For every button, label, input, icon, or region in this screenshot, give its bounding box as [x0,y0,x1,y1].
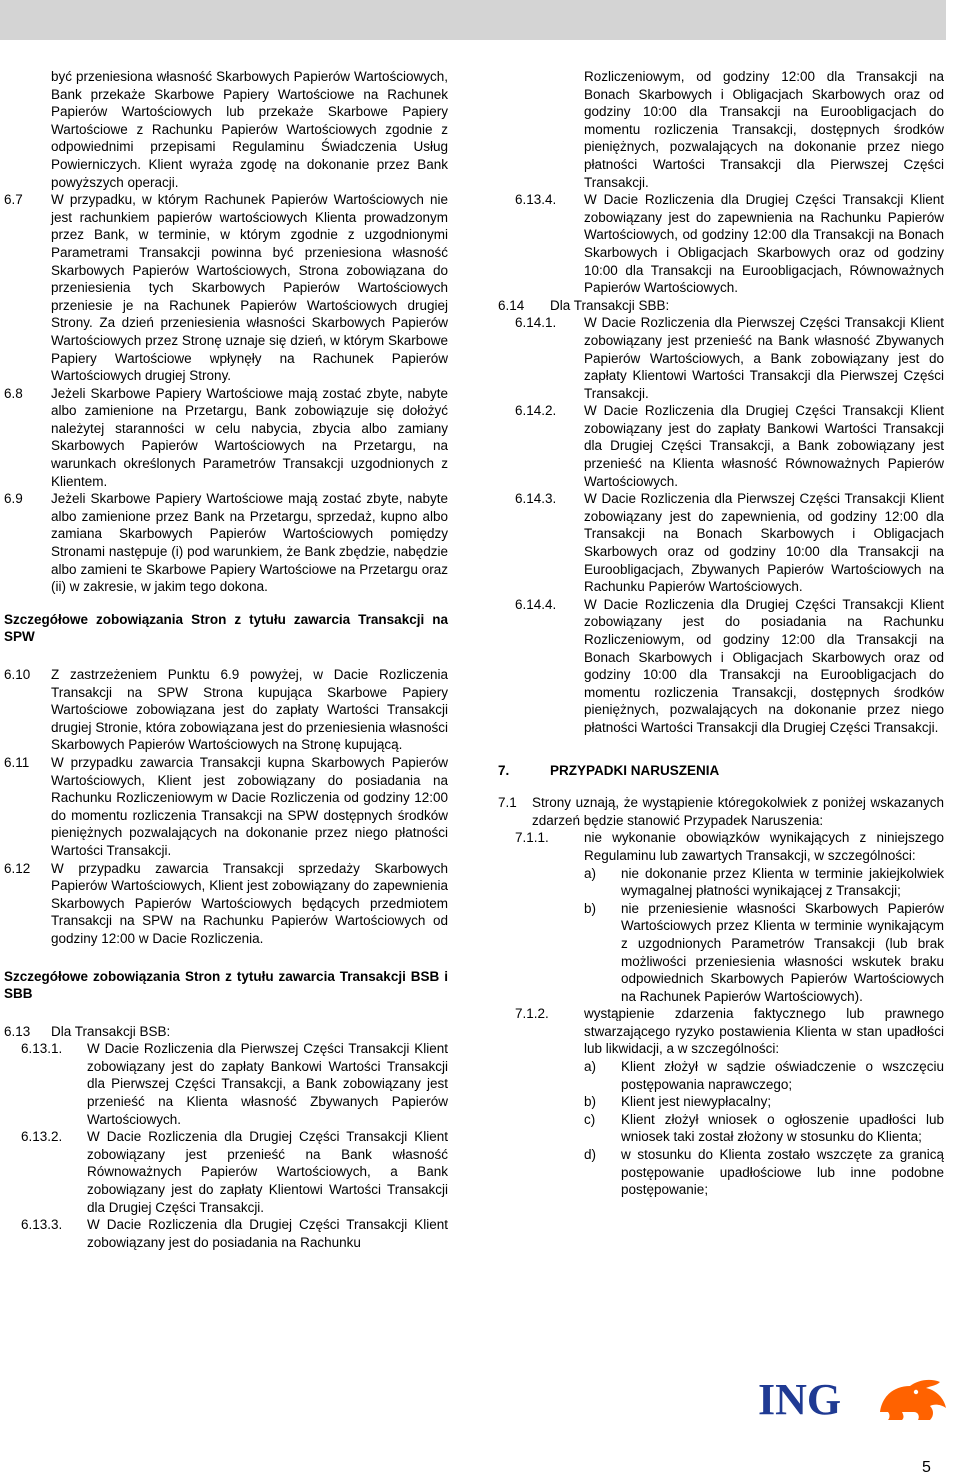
section-6-13-2 [4,1128,448,1216]
section-7-1-2 [498,1005,944,1058]
list-text: nie przeniesienie własności Skarbowych Papierów Wartościowych przez Klienta w terminie wynikającym z uzgodnionych Parametrów Transakcji (lub brak możliwości przeniesienia własności wskutek braku odpowiednich Skarbowych Papierów Wartościowych na Rachunek Papierów Wartościowych). [621,900,944,1004]
section-number: 6.14.4. [515,596,557,612]
section-6-13-3 [4,1216,448,1251]
section-6-8 [4,385,448,491]
section-number: 7.1 [498,795,517,811]
section-7-1-2-list [584,1058,944,1199]
section-text: W przypadku zawarcia Transakcji kupna Skarbowych Papierów Wartościowych, Klient jest zobowiązany do posiadania na Rachunku Rozliczeniowym w Dacie Rozliczenia od godziny 12:00 do momentu rozliczenia Transakcji na SPW dostępnych środków pieniężnych pozwalających na dokonanie przez niego płatności Wartości Transakcji. [51,754,448,858]
section-number: 7. [498,762,510,778]
section-number: 6.7 [4,192,23,208]
section-text: W Dacie Rozliczenia dla Drugiej Części Transakcji Klient zobowiązany jest do posiadania na Rachunku Rozliczeniowym, od godziny 12:00 dla Transakcji na Bonach Skarbowych i Obligacjach Skarbowych oraz od godziny 10:00 dla Transakcji na Euroobligacjach do momentu rozliczenia Transakcji, dostępnych środków pieniężnych, pozwalających na dokonanie przez niego płatności Wartości Transakcji dla Drugiej Części Transakcji. [584,596,944,735]
list-item [584,1058,944,1093]
list-text: Klient jest niewypłacalny; [621,1094,772,1110]
section-6-14-4 [498,596,944,737]
section-text: W przypadku, w którym Rachunek Papierów Wartościowych nie jest rachunkiem papierów wartościowych Klienta prowadzonym przez Bank, w terminie, w którym zgodnie z uzgodnionymi Parametrami Transakcji powinna być przeniesiona własność Skarbowych Papierów Wartościowych, Strona zobowiązana do przeniesienia tych Skarbowych Papierów Wartościowych przeniesie je na Rachunek Papierów Wartościowych drugiej Strony. Za dzień przeniesienia własności Skarbowych Papierów Wartościowych przez Stronę uznaje się dzień, w którym Skarbowe Papiery Wartościowe wpłynęły na Rachunek Papierów Wartościowych drugiej Strony. [51,192,448,384]
list-text: Klient złożył wniosek o ogłoszenie upadłości lub wniosek taki został złożony w stosunku do Klienta; [621,1111,944,1145]
left-column [4,68,448,1251]
section-number: 6.14 [498,297,525,313]
section-text: W Dacie Rozliczenia dla Pierwszej Części Transakcji Klient zobowiązany jest do zapewnienia, od godziny 12:00 dla Transakcji na Bonach Skarbowych i Obligacjach Skarbowych oraz od godziny 10:00 dla Transakcji na Euroobligacjach, Zbywanych Papierów Wartościowych na Rachunku Papierów Wartościowych. [584,491,944,595]
section-number: 6.14.1. [515,315,557,331]
section-text: Strony uznają, że wystąpienie któregokolwiek z poniżej wskazanych zdarzeń będzie stanowić Przypadek Naruszenia: [532,795,944,828]
section-text: Dla Transakcji BSB: [51,1023,171,1039]
ing-logo-text: ING [758,1375,842,1424]
section-number: 6.14.3. [515,491,557,507]
section-text: wystąpienie zdarzenia faktycznego lub prawnego stwarzającego ryzyko postawienia Klienta w stan upadłości lub likwidacji, a w szczególności: [584,1006,944,1057]
section-6-13 [4,1023,448,1041]
heading-spw: Szczegółowe zobowiązania Stron z tytułu zawarcia Transakcji na SPW [4,611,448,645]
list-marker: b) [584,900,597,916]
section-number: 7.1.1. [515,830,549,846]
section-6-10 [4,666,448,754]
section-number: 6.13 [4,1023,31,1039]
section-number: 6.14.2. [515,403,557,419]
section-6-14 [498,297,944,315]
section-number: 6.10 [4,667,31,682]
list-item [584,1146,944,1199]
section-6-11 [4,754,448,860]
lion-icon [880,1380,946,1420]
section-number: 6.13.4. [515,192,557,208]
section-text: Jeżeli Skarbowe Papiery Wartościowe mają zostać zbyte, nabyte albo zamienione przez Bank na Przetargu, sprzedaż, kupno albo zamiana Skarbowych Papierów Wartościowych pomiędzy Stronami następuje (i) pod warunkiem, że Bank zbędzie, nabędzie albo zamieni te Skarbowe Papiery Wartościowe na Przetargu oraz (ii) w zakresie, w jakim tego dokona. [51,491,448,595]
section-number: 6.11 [4,754,30,770]
section-7-1-1 [498,829,944,864]
list-item [584,1093,944,1111]
list-marker: a) [584,865,597,881]
section-6-6-continued [4,68,448,191]
section-title: PRZYPADKI NARUSZENIA [550,762,720,778]
section-text: nie wykonanie obowiązków wynikających z niniejszego Regulaminu lub zawartych Transakcji, w szczególności: [584,830,944,863]
list-text: Klient złożył w sądzie oświadczenie o wszczęciu postępowania naprawczego; [621,1059,944,1092]
section-7-1 [498,794,944,829]
list-marker: b) [584,1094,597,1110]
section-text: W Dacie Rozliczenia dla Drugiej Części Transakcji Klient zobowiązany jest do posiadania na Rachunku [87,1217,448,1250]
section-number: 6.13.2. [21,1129,63,1145]
list-marker: c) [584,1111,596,1127]
section-6-13-3-continued [498,68,944,191]
list-text: w stosunku do Klienta zostało wszczęte za granicą postępowanie upadłościowe lub inne podobne postępowanie; [621,1147,944,1198]
section-number: 6.13.1. [21,1041,63,1057]
list-item [584,900,944,1006]
section-text: W Dacie Rozliczenia dla Drugiej Części Transakcji Klient zobowiązany jest do zapewnienia na Rachunku Papierów Wartościowych, od godziny 12:00 dla Transakcji na Bonach Skarbowych i Obligacjach Skarbowych oraz od godziny 10:00 dla Transakcji na Euroobligacjach, Równoważnych Papierów Wartościowych. [584,192,944,296]
section-text: Rozliczeniowym, od godziny 12:00 dla Transakcji na Bonach Skarbowych i Obligacjach Skarbowych oraz od godziny 10:00 dla Transakcji na Euroobligacjach do momentu rozliczenia Transakcji, dostępnych środków pieniężnych, pozwalających na dokonanie przez niego płatności Wartości Transakcji dla Pierwszej Części Transakcji. [584,69,944,190]
section-text: W Dacie Rozliczenia dla Pierwszej Części Transakcji Klient zobowiązany jest do zapłaty Bankowi Wartości Transakcji dla Pierwszej Części Transakcji, a Bank zobowiązany jest przenieść na Klienta własność Zbywanych Papierów Wartościowych. [87,1041,448,1127]
top-gray-bar [0,0,946,40]
section-6-14-3 [498,490,944,596]
page-number: 5 [922,1459,931,1476]
section-number: 6.8 [4,385,23,401]
section-6-12 [4,860,448,948]
list-text: nie dokonanie przez Klienta w terminie jakiejkolwiek wymagalnej płatności wynikającej z Transakcji; [621,865,944,899]
section-6-14-1 [498,314,944,402]
list-item [584,865,944,900]
list-marker: a) [584,1059,597,1075]
right-column [498,68,944,1199]
section-number: 7.1.2. [515,1006,549,1022]
list-item [584,1111,944,1146]
section-text: W Dacie Rozliczenia dla Pierwszej Części Transakcji Klient zobowiązany jest przenieść na Bank własność Zbywanych Papierów Wartościowych, a Bank zobowiązany jest do zapłaty Klientowi Wartości Transakcji dla Pierwszej Części Transakcji. [584,315,944,401]
ing-logo [758,1372,948,1424]
section-text: Z zastrzeżeniem Punktu 6.9 powyżej, w Dacie Rozliczenia Transakcji na SPW Strona kupująca Skarbowe Papiery Wartościowe zobowiązana jest do zapłaty Wartości Transakcji drugiej Stronie, która zobowiązana jest do przeniesienia własności Skarbowych Papierów Wartościowych na Stronę kupującą. [51,667,448,753]
section-number: 6.9 [4,491,23,507]
section-text: W Dacie Rozliczenia dla Drugiej Części Transakcji Klient zobowiązany jest do zapłaty Bankowi Wartości Transakcji dla Drugiej Części Transakcji, a Bank zobowiązany jest przenieść na Klienta własność Równoważnych Papierów Wartościowych. [584,403,944,489]
section-7-1-1-list [584,865,944,1006]
list-marker: d) [584,1147,597,1163]
section-6-9 [4,490,448,596]
section-6-13-4 [498,191,944,297]
section-text: W Dacie Rozliczenia dla Drugiej Części Transakcji Klient zobowiązany jest przenieść na Bank własność Równoważnych Papierów Wartościowych, a Bank zobowiązany jest do zapłaty Klientowi Wartości Transakcji dla Drugiej Części Transakcji. [87,1129,448,1215]
section-number: 6.12 [4,860,31,876]
section-number: 6.13.3. [21,1217,63,1233]
section-text: Jeżeli Skarbowe Papiery Wartościowe mają zostać zbyte, nabyte albo zamienione na Przetargu, Bank zobowiązuje się dołożyć należytej staranności w celu nabycia, zbycia albo zamiany Skarbowych Papierów Wartościowych na Przetargu, na warunkach określonych Parametrów Transakcji uzgodnionych z Klientem. [51,385,448,489]
section-text: W przypadku zawarcia Transakcji sprzedaży Skarbowych Papierów Wartościowych, Klient jest zobowiązany do zapewnienia Skarbowych Papierów Wartościowych będących przedmiotem Transakcji na SPW na Rachunku Papierów Wartościowych od godziny 12:00 w Dacie Rozliczenia. [51,860,448,946]
section-6-6-text: być przeniesiona własność Skarbowych Papierów Wartościowych, Bank przekaże Skarbowe Papiery Wartościowe na Rachunek Papierów Wartościowych lub przekaże Skarbowe Papiery Wartościowe z Rachunku Papierów Wartościowych zgodnie z odpowiednimi przepisami Regulaminu Świadczenia Usług Powierniczych. Klient wyraża zgodę na dokonanie przez Bank powyższych operacji. [51,69,448,190]
section-text: Dla Transakcji SBB: [550,297,670,313]
section-7-heading [498,762,944,780]
section-6-7 [4,191,448,385]
section-6-14-2 [498,402,944,490]
section-6-13-1 [4,1040,448,1128]
heading-bsb-sbb: Szczegółowe zobowiązania Stron z tytułu zawarcia Transakcji BSB i SBB [4,968,448,1002]
